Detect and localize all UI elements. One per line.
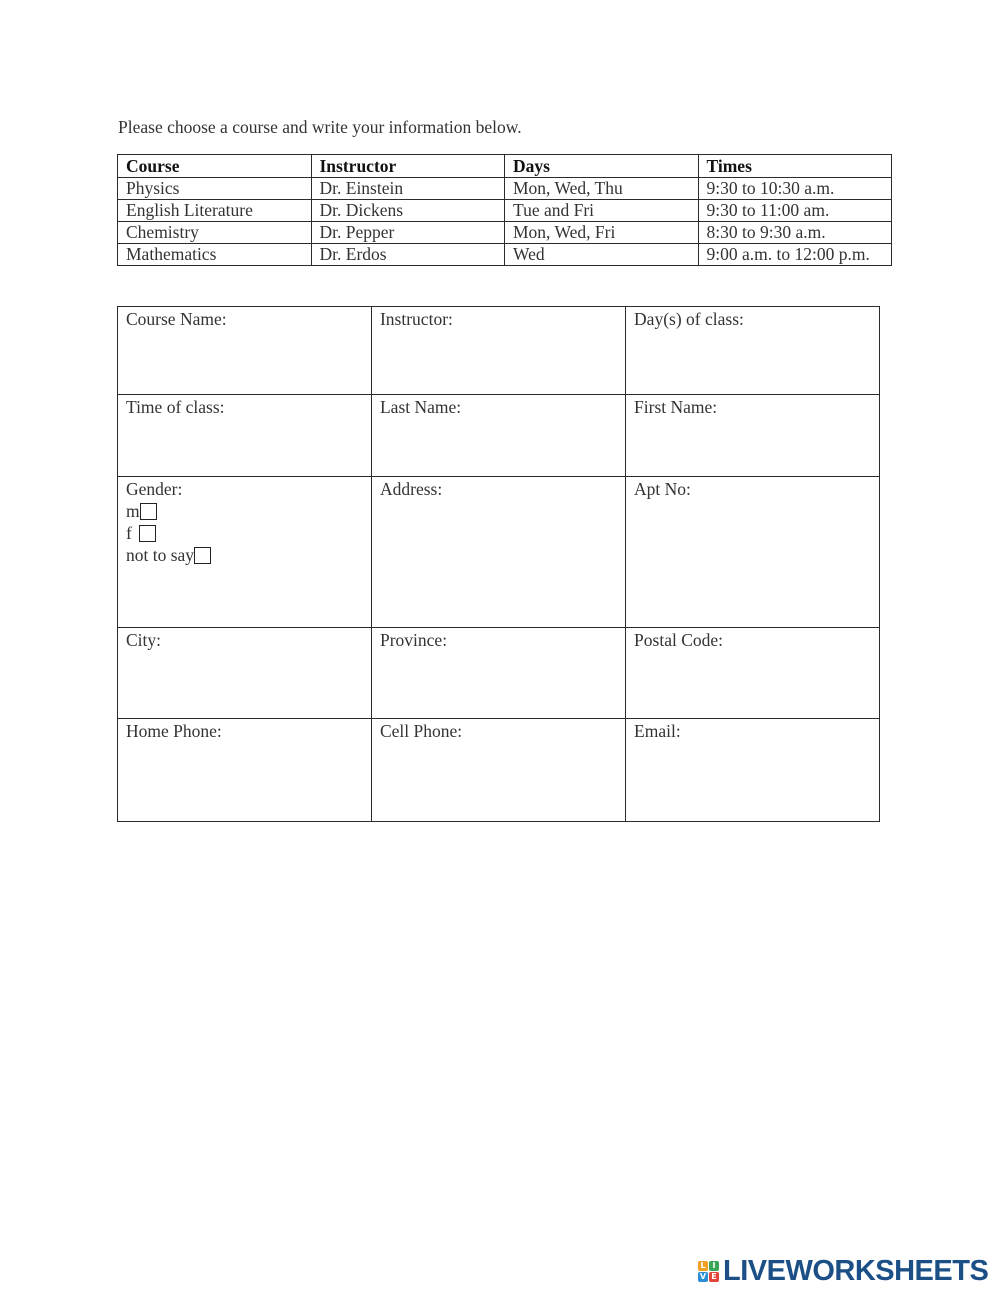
days-of-class-field[interactable]: [626, 307, 880, 395]
table-row: [118, 222, 892, 244]
column-header-times: Times: [698, 155, 892, 178]
apt-no-field[interactable]: [626, 477, 880, 628]
logo-block-e: E: [709, 1272, 719, 1282]
table-row: [118, 200, 892, 222]
table-header-row: [118, 155, 892, 178]
table-cell: Chemistry: [118, 222, 312, 244]
course-schedule-table: [117, 154, 892, 266]
table-cell: English Literature: [118, 200, 312, 222]
table-cell: 8:30 to 9:30 a.m.: [698, 222, 892, 244]
email-label: Email:: [634, 721, 681, 741]
gender-not-to-say-checkbox[interactable]: [194, 547, 211, 564]
table-cell: 9:30 to 10:30 a.m.: [698, 178, 892, 200]
logo-block-v: V: [699, 1272, 707, 1281]
registration-form: [117, 306, 880, 822]
gender-option-m-label: m: [126, 501, 140, 521]
last-name-label: Last Name:: [379, 397, 462, 417]
instructor-label: Instructor:: [379, 309, 453, 329]
address-label: Address:: [379, 479, 443, 499]
days-of-class-label: Day(s) of class:: [634, 309, 744, 329]
table-cell: Physics: [118, 178, 312, 200]
province-field[interactable]: [371, 628, 625, 719]
course-name-field[interactable]: [118, 307, 372, 395]
table-cell: Wed: [505, 244, 699, 266]
instructor-field[interactable]: [371, 307, 625, 395]
table-cell: Dr. Pepper: [311, 222, 505, 244]
time-of-class-label: Time of class:: [126, 397, 225, 417]
cell-phone-field[interactable]: [371, 719, 625, 822]
column-header-instructor: Instructor: [311, 155, 505, 178]
table-cell: Mon, Wed, Fri: [505, 222, 699, 244]
home-phone-field[interactable]: [118, 719, 372, 822]
gender-option-not-to-say: [126, 544, 371, 566]
city-field[interactable]: [118, 628, 372, 719]
logo-block-i: I: [709, 1261, 719, 1271]
table-row: [118, 178, 892, 200]
address-field[interactable]: [371, 477, 625, 628]
postal-code-label: Postal Code:: [634, 630, 724, 650]
province-label: Province:: [379, 630, 448, 650]
last-name-field[interactable]: [371, 395, 625, 477]
gender-label: Gender:: [126, 479, 183, 499]
table-cell: Dr. Dickens: [311, 200, 505, 222]
table-cell: 9:00 a.m. to 12:00 p.m.: [698, 244, 892, 266]
table-cell: Tue and Fri: [505, 200, 699, 222]
table-cell: 9:30 to 11:00 am.: [698, 200, 892, 222]
gender-m-checkbox[interactable]: [140, 503, 157, 520]
table-row: [118, 244, 892, 266]
course-name-label: Course Name:: [126, 309, 227, 329]
gender-field: [118, 477, 372, 628]
cell-phone-label: Cell Phone:: [379, 721, 463, 741]
logo-text: LIVEWORKSHEETS: [723, 1255, 989, 1287]
postal-code-field[interactable]: [626, 628, 880, 719]
time-of-class-field[interactable]: [118, 395, 372, 477]
first-name-label: First Name:: [634, 397, 718, 417]
gender-option-m: [126, 500, 371, 522]
column-header-days: Days: [505, 155, 699, 178]
gender-option-f-label: f: [126, 523, 137, 543]
logo-block-l: L: [698, 1261, 708, 1271]
logo-icon: [698, 1261, 719, 1282]
gender-option-not-to-say-label: not to say: [126, 545, 195, 565]
table-cell: Mon, Wed, Thu: [505, 178, 699, 200]
liveworksheets-logo: [698, 1256, 988, 1286]
table-cell: Dr. Erdos: [311, 244, 505, 266]
first-name-field[interactable]: [626, 395, 880, 477]
email-field[interactable]: [626, 719, 880, 822]
gender-f-checkbox[interactable]: [139, 525, 156, 542]
home-phone-label: Home Phone:: [126, 721, 222, 741]
table-cell: Dr. Einstein: [311, 178, 505, 200]
apt-no-label: Apt No:: [634, 479, 691, 499]
instructions-text: Please choose a course and write your information below.: [118, 117, 522, 137]
city-label: City:: [126, 630, 162, 650]
gender-option-f: [126, 522, 371, 544]
column-header-course: Course: [118, 155, 312, 178]
table-cell: Mathematics: [118, 244, 312, 266]
